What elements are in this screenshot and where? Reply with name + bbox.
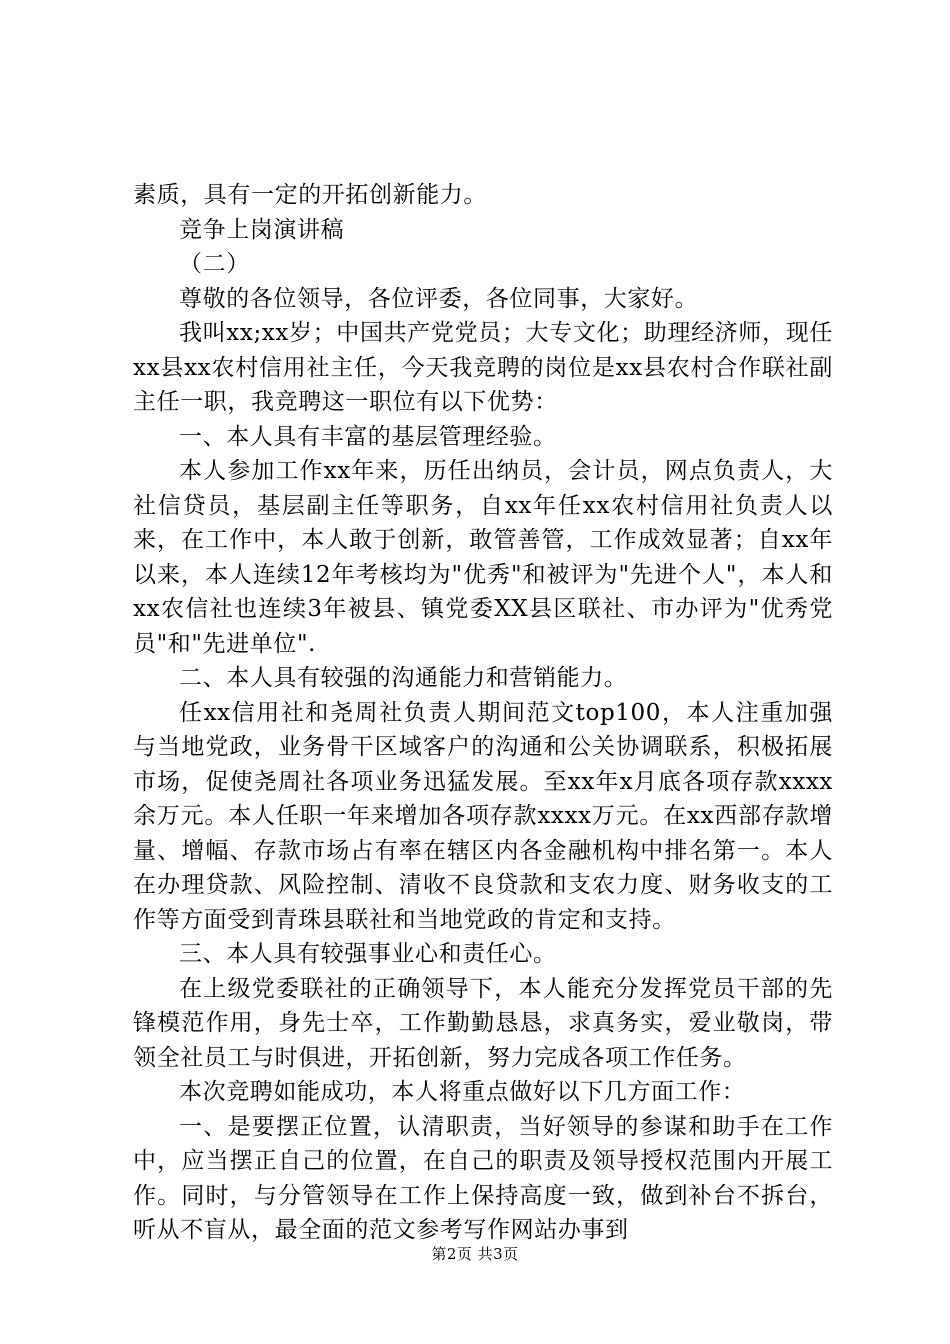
point-three-paragraph: 在上级党委联社的正确领导下，本人能充分发挥党员干部的先锋模范作用，身先士卒，工作勤勤恳恳，求真务实，爱业敬岗，带领全社员工与时俱进，开拓创新，努力完成各项工作任务。 <box>133 975 833 1071</box>
paragraph-continuation: 素质，具有一定的开拓创新能力。 <box>133 182 487 208</box>
section-number: （二） <box>179 251 250 277</box>
point-two-heading: 二、本人具有较强的沟通能力和营销能力。 <box>179 665 628 691</box>
point-two-paragraph: 任xx信用社和尧周社负责人期间范文top100，本人注重加强与当地党政，业务骨干区域客户的沟通和公关协调联系，积极拓展市场，促使尧周社各项业务迅猛发展。至xx年x月底各项存款xxxx余万元。本人任职一年来增加各项存款xxxx万元。在xx西部存款增量、增幅、存款市场占有率在辖区内各金融机构中排名第一。本人在办理贷款、风险控制、清收不良贷款和支农力度、财务收支的工作等方面受到青珠县联社和当地党政的肯定和支持。 <box>133 699 833 933</box>
point-three-heading: 三、本人具有较强事业心和责任心。 <box>179 941 557 967</box>
point-one-heading: 一、本人具有丰富的基层管理经验。 <box>179 423 557 450</box>
section-title: 竞争上岗演讲稿 <box>179 216 345 243</box>
page-footer: 第2页 共3页 <box>431 1245 519 1263</box>
plan-intro-paragraph: 本次竞聘如能成功，本人将重点做好以下几方面工作： <box>179 1079 746 1105</box>
document-body <box>133 178 833 1248</box>
greeting-paragraph: 尊敬的各位领导，各位评委，各位同事，大家好。 <box>179 285 699 312</box>
introduction-paragraph: 我叫xx;xx岁；中国共产党党员；大专文化；助理经济师，现任xx县xx农村信用社主任，今天我竞聘的岗位是xx县农村合作联社副主任一职，我竞聘这一职位有以下优势： <box>133 320 833 415</box>
plan-point-one-paragraph: 一、是要摆正位置，认清职责，当好领导的参谋和助手在工作中，应当摆正自己的位置，在自己的职责及领导授权范围内开展工作。同时，与分管领导在工作上保持高度一致，做到补台不拆台，听从不盲从，最全面的范文参考写作网站办事到 <box>133 1113 833 1243</box>
point-one-paragraph: 本人参加工作xx年来，历任出纳员，会计员，网点负责人，大社信贷员，基层副主任等职务，自xx年任xx农村信用社负责人以来，在工作中，本人敢于创新，敢管善管，工作成效显著；自xx年以来，本人连续12年考核均为"优秀"和被评为"先进个人"，本人和xx农信社也连续3年被县、镇党委XX县区联社、市办评为"优秀党员"和"先进单位". <box>133 458 833 657</box>
